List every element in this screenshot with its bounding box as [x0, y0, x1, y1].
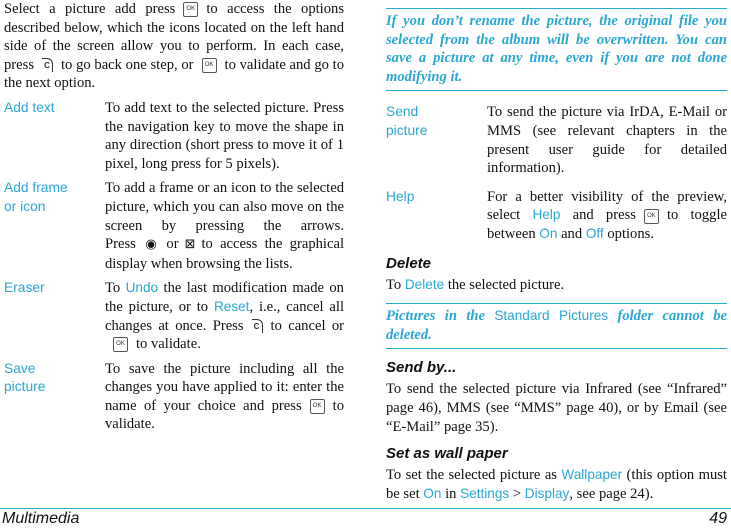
ok-key-icon: OK: [310, 399, 325, 414]
footer-section-title: Multimedia: [2, 510, 80, 527]
footer-rule: [0, 508, 731, 509]
ok-key-icon: OK: [183, 2, 198, 17]
term-add-text: Add text: [4, 99, 55, 115]
desc-add-text: To add text to the selected picture. Press the navigation key to move the shape in any direction (short press to move it of 1 pixel, long press for 5 pixels).: [105, 99, 344, 172]
note-rule-bottom: [386, 90, 727, 91]
left-column: [4, 0, 344, 434]
term-add-frame: Add frame or icon: [4, 180, 68, 214]
c-key-icon: C: [42, 58, 53, 72]
term-send: Send picture: [386, 104, 428, 138]
desc-add-frame: To add a frame or an icon to the selected picture, which you can also move on the screen by pressing the arrows. Press ◉ or ⊠ to access the graphical display when browsing the lists.: [105, 180, 345, 272]
on-term: On: [423, 485, 442, 501]
desc-save: To save the picture including all the changes you have applied to it: enter the name of your choice and press OK to validate.: [105, 360, 344, 433]
term-help: Help: [386, 188, 415, 204]
text-send-by: To send the selected picture via Infrared (see “Infrared” page 46), MMS (see “MMS” page 40), or by Email (see “E-Mail” page 35).: [386, 381, 727, 435]
desc-eraser: To Undo the last modification made on the picture, or to Reset, i.e., cancel all changes at once. Press C to cancel orOK to validate.: [105, 280, 344, 353]
definition-add-text: [4, 99, 344, 173]
text-wallpaper: To set the selected picture as Wallpaper (this option must be set On in Settings > Display, see page 24).: [386, 467, 727, 502]
standard-pictures-term: Standard Pictures: [494, 308, 609, 324]
definition-eraser: [4, 279, 344, 353]
settings-term: Settings: [460, 485, 510, 501]
right-column: [386, 0, 727, 503]
intro-text-3: to go back one step, or: [61, 56, 194, 73]
note-rename: If you don’t rename the picture, the original file you selected from the album will be overwritten. You can save a picture at any time, even if you are not done modifying it.: [386, 13, 727, 85]
heading-send-by: Send by...: [386, 359, 457, 377]
ok-key-icon: OK: [644, 209, 659, 224]
display-term: Display: [524, 485, 570, 501]
desc-send: To send the picture via IrDA, E-Mail or MMS (see relevant chapters in the present user guide for detailed information).: [487, 104, 727, 177]
desc-help: For a better visibility of the preview, select Help and press OK to toggle between On and Off options.: [487, 188, 727, 242]
ok-key-icon: OK: [202, 58, 217, 73]
c-key-icon: C: [252, 319, 263, 333]
delete-term: Delete: [404, 276, 445, 292]
note-rule-top: [386, 303, 727, 304]
on-term: On: [539, 225, 558, 241]
term-save: Save picture: [4, 360, 46, 395]
intro-text-1: Select a picture add press: [4, 1, 176, 17]
wallpaper-term: Wallpaper: [561, 467, 623, 483]
definition-help: [386, 188, 727, 244]
heading-wallpaper: Set as wall paper: [386, 445, 508, 463]
term-eraser: Eraser: [4, 280, 45, 296]
envelope-icon: ⊠: [184, 237, 196, 253]
note-rule-bottom: [386, 348, 727, 349]
definition-add-frame: [4, 179, 344, 273]
reset-term: Reset: [213, 298, 250, 314]
footer-page-number: 49: [709, 510, 727, 527]
help-term: Help: [532, 207, 561, 223]
intro-paragraph: [4, 0, 344, 93]
off-term: Off: [585, 225, 604, 241]
intro-text-4: to validate and go to the next option.: [4, 56, 345, 92]
nav-center-icon: ◉: [141, 237, 161, 253]
ok-key-icon: OK: [113, 337, 128, 352]
note-rule-top: [386, 8, 727, 9]
definition-save: [4, 360, 344, 434]
undo-term: Undo: [125, 280, 159, 296]
note-standard-pictures: Pictures in the Standard Pictures folder cannot be deleted.: [386, 308, 727, 343]
definition-send: [386, 103, 727, 177]
heading-delete: Delete: [386, 254, 432, 272]
text-delete: To Delete the selected picture.: [386, 276, 565, 293]
intro-text-2: to access the options described below, which the icons located on the left hand side of the screen allow you to perform. In each case, press: [4, 1, 345, 73]
